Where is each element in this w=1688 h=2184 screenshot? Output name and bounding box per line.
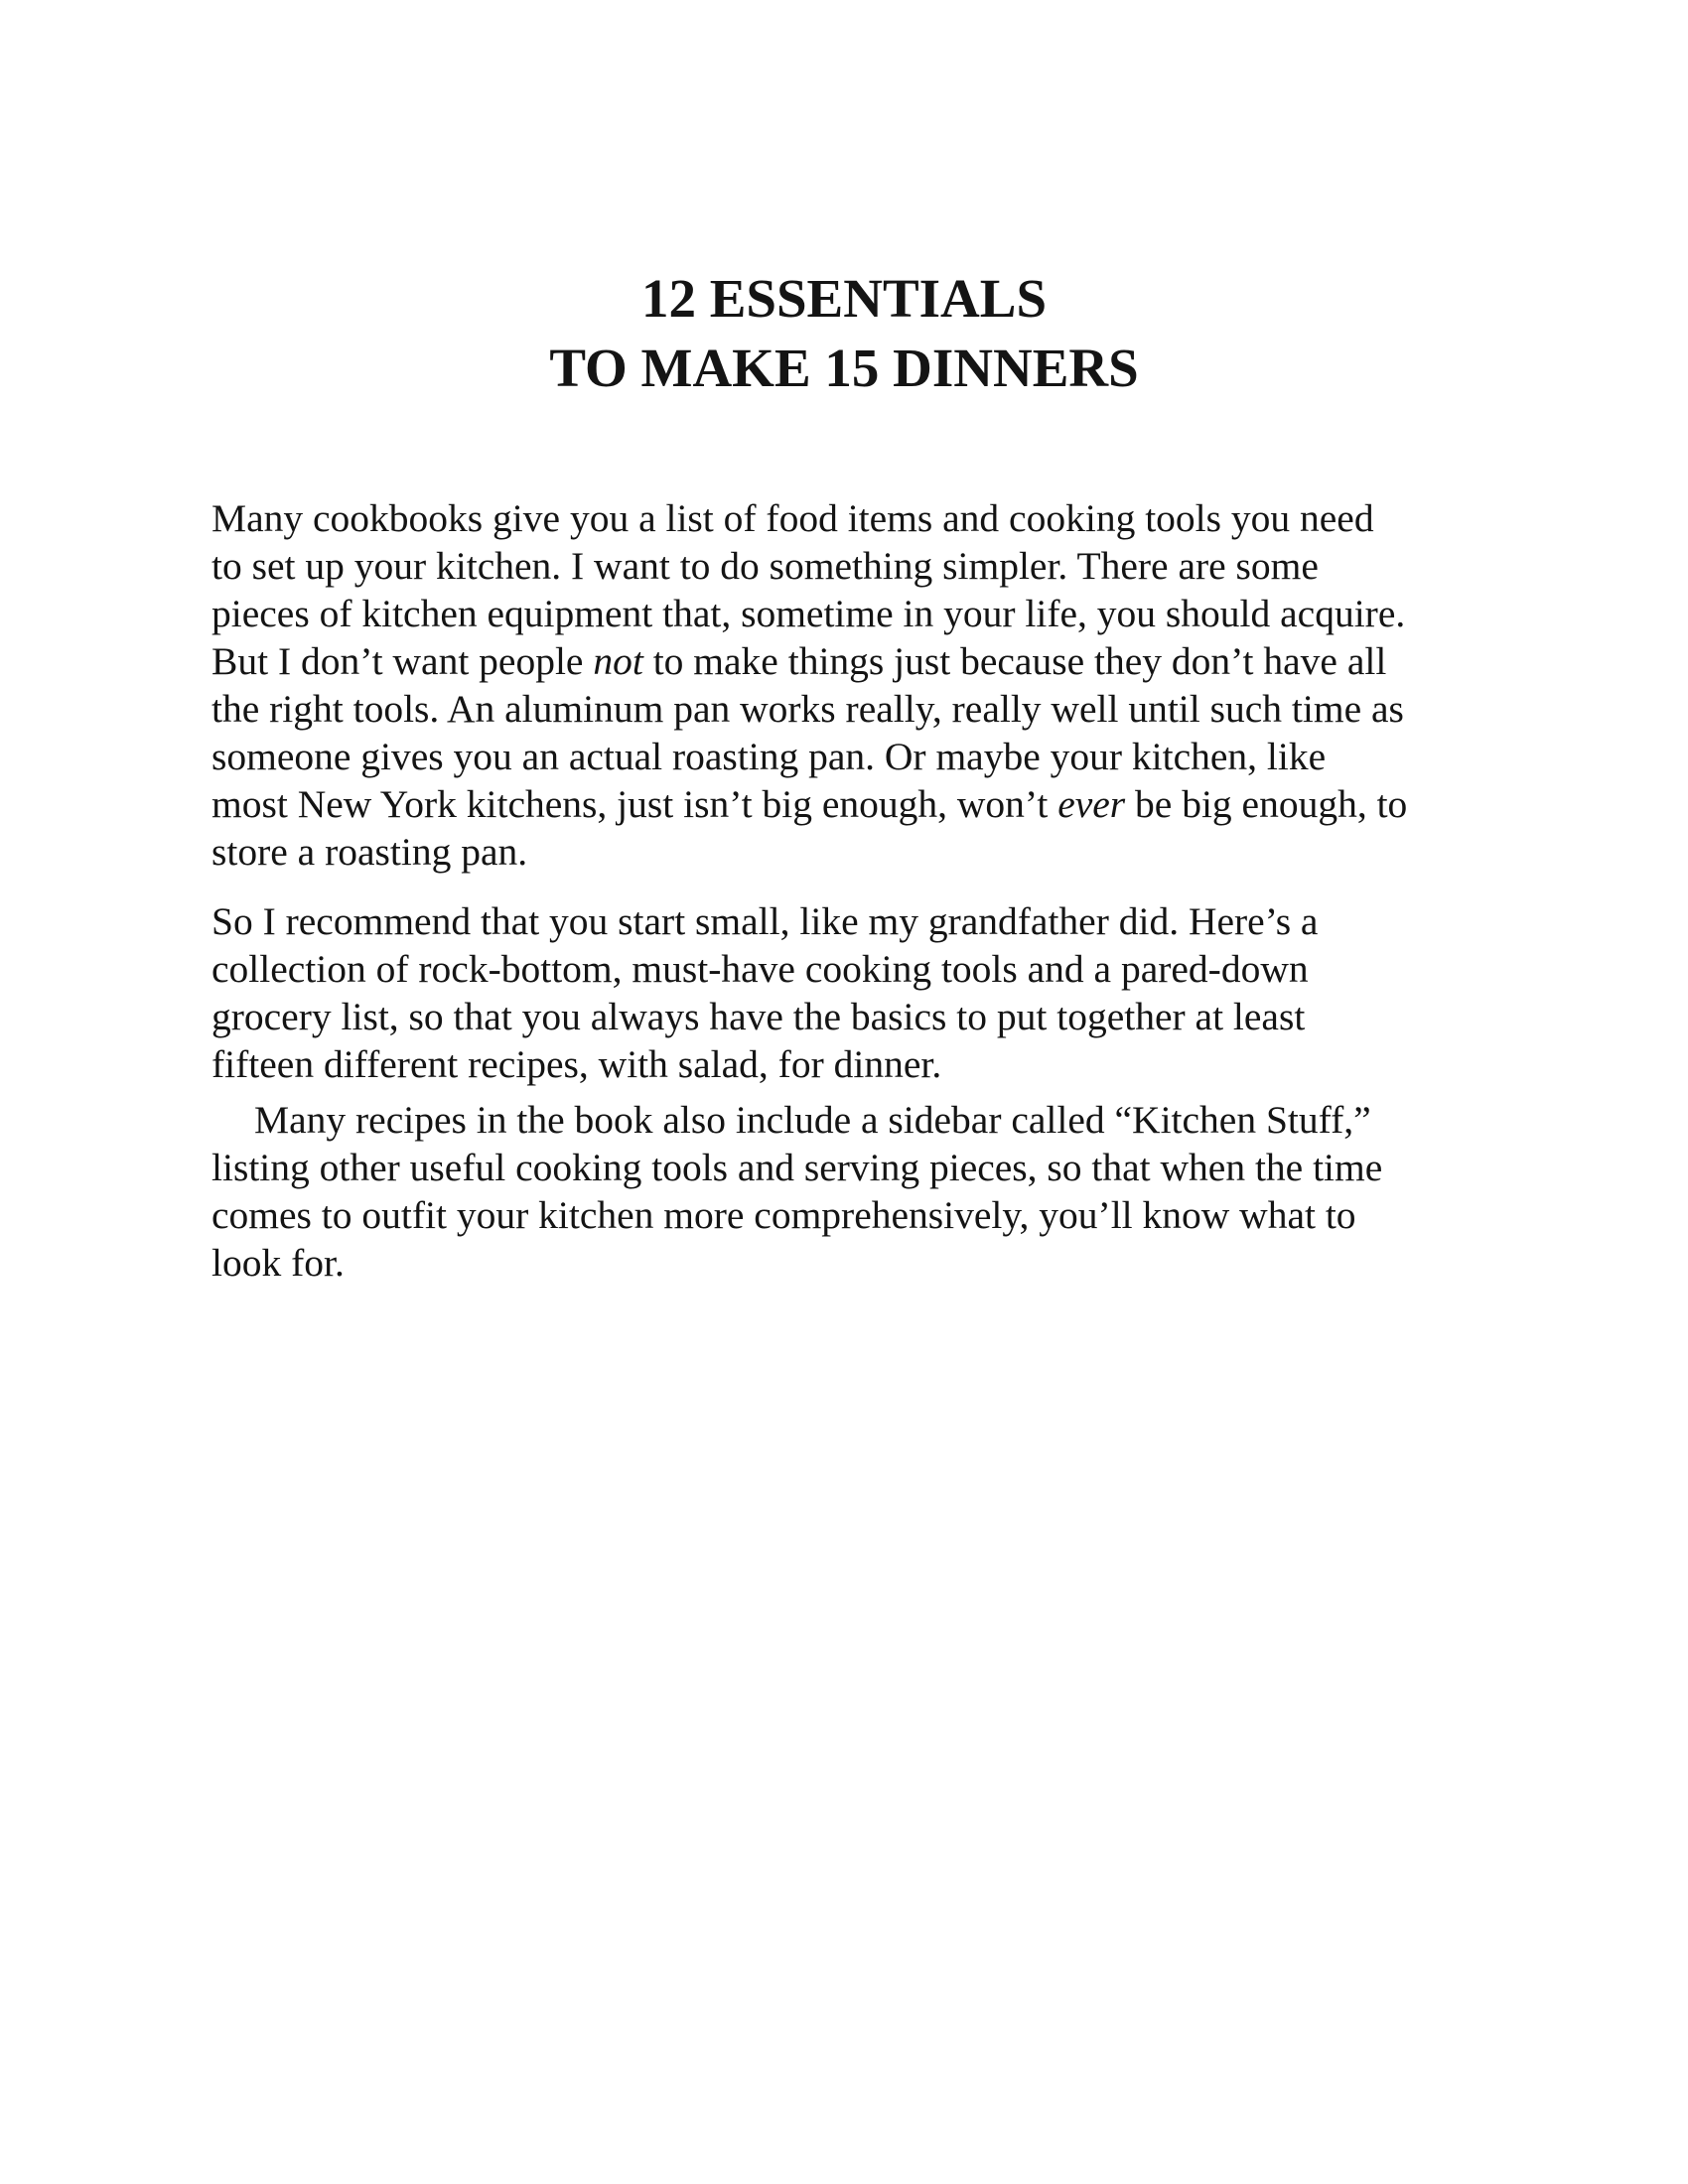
- text-run: But I don’t want people: [211, 639, 594, 683]
- paragraph-1: [211, 494, 1502, 876]
- text-line: comes to outfit your kitchen more comprehensively, you’ll know what to: [211, 1193, 1356, 1237]
- body-text: [211, 494, 1502, 1287]
- text-run: to make things just because they don’t have all: [642, 639, 1387, 683]
- text-line: Many cookbooks give you a list of food items and cooking tools you need: [211, 496, 1374, 540]
- text-line: listing other useful cooking tools and serving pieces, so that when the time: [211, 1146, 1383, 1189]
- text-line: So I recommend that you start small, like my grandfather did. Here’s a: [211, 899, 1319, 943]
- text-run: most New York kitchens, just isn’t big enough, won’t: [211, 782, 1058, 826]
- emphasis-ever: ever: [1057, 782, 1126, 826]
- text-line: Many recipes in the book also include a sidebar called “Kitchen Stuff,”: [254, 1098, 1371, 1142]
- title-line-1: 12 ESSENTIALS: [640, 268, 1048, 329]
- emphasis-not: not: [593, 639, 643, 683]
- text-line: the right tools. An aluminum pan works really, really well until such time as: [211, 687, 1404, 731]
- text-line: to set up your kitchen. I want to do something simpler. There are some: [211, 544, 1319, 588]
- text-line: grocery list, so that you always have the basics to put together at least: [211, 995, 1306, 1038]
- text-line: pieces of kitchen equipment that, sometime in your life, you should acquire.: [211, 592, 1406, 635]
- page-title: [0, 264, 1688, 403]
- text-line: store a roasting pan.: [211, 830, 528, 874]
- text-line: collection of rock-bottom, must-have cooking tools and a pared-down: [211, 947, 1309, 991]
- paragraph-3: [211, 1096, 1502, 1287]
- text-line: fifteen different recipes, with salad, for dinner.: [211, 1042, 942, 1086]
- text-line: someone gives you an actual roasting pan. Or maybe your kitchen, like: [211, 735, 1327, 778]
- paragraph-2: [211, 897, 1502, 1088]
- text-line: [211, 780, 1502, 828]
- title-line-2: TO MAKE 15 DINNERS: [549, 338, 1139, 398]
- text-line: look for.: [211, 1241, 345, 1285]
- text-run: be big enough, to: [1125, 782, 1408, 826]
- text-line: [211, 637, 1502, 685]
